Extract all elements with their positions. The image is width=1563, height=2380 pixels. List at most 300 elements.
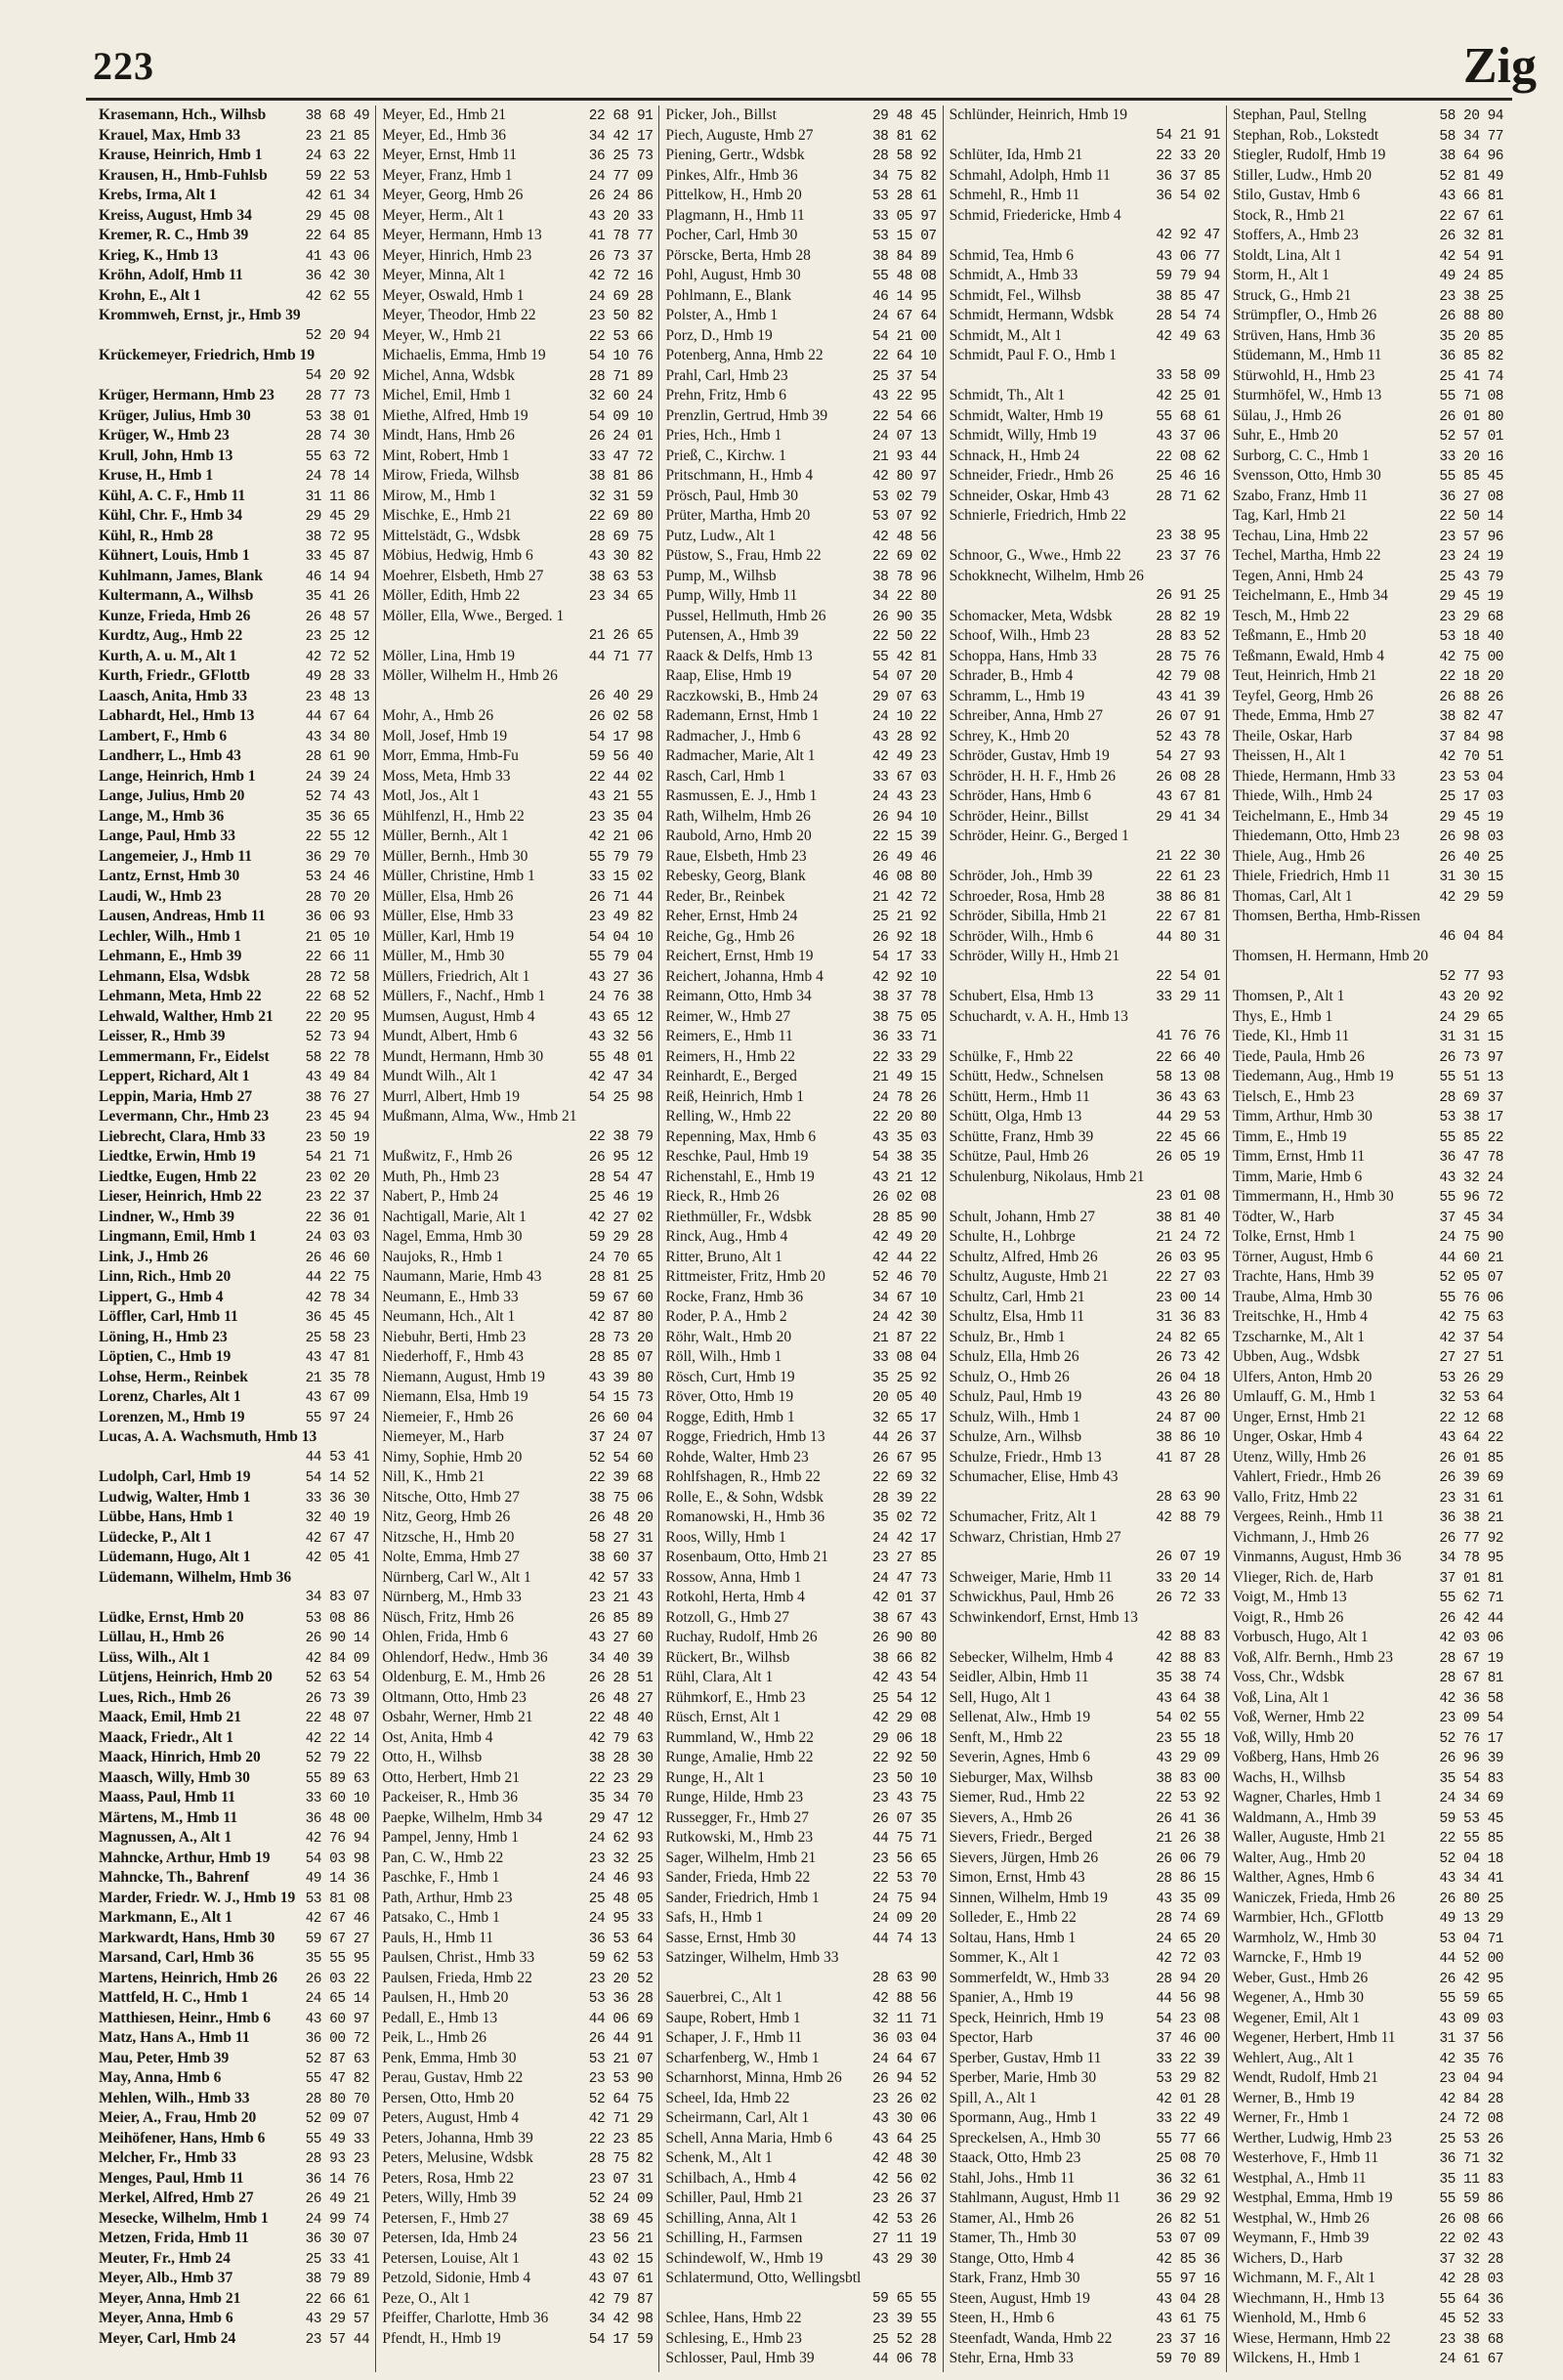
directory-entry bbox=[99, 1688, 369, 1709]
entry-phone: 31 30 15 bbox=[1439, 870, 1504, 885]
entry-phone: 55 42 81 bbox=[871, 649, 937, 665]
entry-phone: 23 21 43 bbox=[588, 1591, 654, 1606]
directory-entry bbox=[1233, 607, 1503, 627]
entry-phone: 43 09 03 bbox=[1439, 2011, 1504, 2027]
entry-name: Moss, Meta, Hmb 33 bbox=[382, 767, 511, 785]
directory-entry bbox=[950, 1788, 1220, 1808]
directory-entry bbox=[99, 186, 369, 206]
directory-entry bbox=[1233, 106, 1503, 126]
entry-phone: 32 31 59 bbox=[588, 489, 654, 505]
entry-phone: 22 64 10 bbox=[871, 349, 937, 364]
entry-phone: 52 04 18 bbox=[1439, 1850, 1504, 1867]
directory-entry bbox=[99, 2068, 369, 2089]
entry-name: Pittelkow, H., Hmb 20 bbox=[665, 187, 802, 203]
entry-phone: 54 21 71 bbox=[305, 1150, 370, 1166]
entry-name: Lantz, Ernst, Hmb 30 bbox=[99, 868, 240, 884]
directory-entry bbox=[1233, 767, 1503, 787]
entry-name: Rohlfshagen, R., Hmb 22 bbox=[665, 1468, 821, 1485]
directory-entry bbox=[665, 1067, 936, 1087]
entry-name: Trachte, Hans, Hmb 39 bbox=[1232, 1268, 1374, 1285]
entry-name: Niebuhr, Berti, Hmb 23 bbox=[382, 1328, 527, 1345]
entry-phone: 55 47 82 bbox=[305, 2071, 370, 2087]
entry-phone: 53 38 01 bbox=[305, 408, 370, 425]
directory-entry bbox=[665, 106, 936, 126]
entry-name: Pauls, H., Hmb 11 bbox=[382, 1929, 494, 1946]
directory-entry bbox=[99, 106, 369, 126]
entry-name: Westerhove, F., Hmb 11 bbox=[1232, 2149, 1379, 2166]
directory-entry bbox=[950, 1387, 1220, 1408]
entry-phone: 55 48 08 bbox=[871, 269, 937, 284]
entry-phone: 26 39 69 bbox=[1439, 1470, 1504, 1486]
directory-entry bbox=[382, 1467, 653, 1488]
directory-entry bbox=[665, 1908, 936, 1929]
entry-phone: 43 27 60 bbox=[588, 1631, 654, 1646]
entry-name: Steenfadt, Wanda, Hmb 22 bbox=[949, 2329, 1113, 2347]
directory-entry bbox=[382, 727, 653, 747]
entry-phone: 42 79 63 bbox=[588, 1730, 654, 1747]
entry-name: Niemeier, F., Hmb 26 bbox=[382, 1408, 514, 1425]
entry-name: Rotzoll, G., Hmb 27 bbox=[665, 1608, 789, 1626]
entry-name: Schmidt, Willy, Hmb 19 bbox=[949, 427, 1097, 444]
directory-entry bbox=[665, 1488, 936, 1509]
entry-phone: 38 82 47 bbox=[1439, 709, 1504, 725]
entry-phone: 53 36 28 bbox=[588, 1991, 654, 2007]
entry-name: Westphal, W., Hmb 26 bbox=[1232, 2209, 1370, 2227]
entry-phone: 33 20 14 bbox=[1156, 1570, 1220, 1587]
directory-entry bbox=[1233, 506, 1503, 527]
entry-phone: 26 88 26 bbox=[1439, 689, 1504, 705]
entry-phone: 29 07 63 bbox=[871, 689, 937, 705]
entry-name: Stephan, Paul, Stellng bbox=[1232, 106, 1367, 123]
directory-entry bbox=[1233, 446, 1503, 467]
directory-entry bbox=[1233, 2269, 1503, 2289]
directory-entry bbox=[99, 2169, 369, 2189]
entry-name: Neumann, E., Hmb 33 bbox=[382, 1288, 519, 1305]
entry-name: Martens, Heinrich, Hmb 26 bbox=[99, 1969, 277, 1986]
entry-name: Teut, Heinrich, Hmb 21 bbox=[1232, 667, 1377, 684]
entry-phone: 42 28 03 bbox=[1439, 2272, 1504, 2287]
directory-entry bbox=[1233, 1568, 1503, 1589]
directory-entry bbox=[382, 887, 653, 908]
entry-name: Waller, Auguste, Hmb 21 bbox=[1232, 1829, 1386, 1846]
directory-entry bbox=[382, 1808, 653, 1829]
entry-name: Szabo, Franz, Hmb 11 bbox=[1232, 487, 1369, 504]
entry-name: Landherr, L., Hmb 43 bbox=[99, 747, 241, 764]
directory-entry bbox=[950, 786, 1220, 807]
entry-phone: 26 85 89 bbox=[588, 1610, 654, 1627]
entry-name: Laasch, Anita, Hmb 33 bbox=[99, 687, 248, 704]
entry-name: Schomacker, Meta, Wdsbk bbox=[949, 607, 1113, 624]
entry-phone: 33 67 03 bbox=[871, 769, 937, 786]
entry-name: Möbius, Hedwig, Hmb 6 bbox=[382, 547, 533, 564]
entry-name: Spill, A., Alt 1 bbox=[949, 2089, 1037, 2106]
directory-entry bbox=[1233, 1368, 1503, 1388]
entry-name: Niemeyer, M., Harb bbox=[382, 1428, 504, 1445]
entry-phone: 23 29 68 bbox=[1439, 609, 1504, 625]
entry-name: Roder, P. A., Hmb 2 bbox=[665, 1308, 787, 1325]
directory-entry bbox=[950, 1929, 1220, 1949]
directory-entry bbox=[665, 1047, 936, 1068]
entry-name: Meyer, Herm., Alt 1 bbox=[382, 206, 505, 224]
directory-entry bbox=[665, 1267, 936, 1288]
entry-phone: 26 80 25 bbox=[1439, 1891, 1504, 1907]
entry-phone: 42 92 47 bbox=[1156, 228, 1220, 243]
entry-name: Voß, Willy, Hmb 20 bbox=[1232, 1728, 1354, 1746]
entry-phone: 43 35 03 bbox=[871, 1129, 937, 1146]
entry-name: Labhardt, Hel., Hmb 13 bbox=[99, 707, 255, 724]
directory-entry bbox=[382, 2028, 653, 2049]
entry-name: Petersen, F., Hmb 27 bbox=[382, 2209, 509, 2227]
entry-phone: 22 66 11 bbox=[305, 950, 370, 965]
entry-name: Langemeier, J., Hmb 11 bbox=[99, 847, 253, 865]
entry-name: Laudi, W., Hmb 23 bbox=[99, 887, 222, 905]
directory-entry bbox=[382, 406, 653, 427]
directory-entry bbox=[99, 1467, 369, 1488]
entry-phone: 38 81 40 bbox=[1156, 1210, 1220, 1226]
directory-entry bbox=[1233, 1889, 1503, 1909]
directory-entry bbox=[665, 1107, 936, 1127]
directory-entry bbox=[1233, 1548, 1503, 1568]
entry-phone: 22 61 23 bbox=[1156, 870, 1220, 885]
entry-phone: 42 67 46 bbox=[305, 1911, 370, 1927]
entry-name: Motl, Jos., Alt 1 bbox=[382, 787, 481, 804]
directory-entry bbox=[950, 1728, 1220, 1749]
entry-phone: 43 04 28 bbox=[1156, 2291, 1220, 2308]
directory-entry bbox=[950, 1107, 1220, 1127]
entry-phone: 43 27 36 bbox=[588, 969, 654, 986]
entry-name: Mohr, A., Hmb 26 bbox=[382, 707, 494, 724]
directory-entry bbox=[1233, 126, 1503, 147]
entry-phone: 52 79 22 bbox=[305, 1751, 370, 1766]
entry-name: Scharfenberg, W., Hmb 1 bbox=[665, 2049, 820, 2066]
directory-entry bbox=[950, 1267, 1220, 1288]
directory-entry bbox=[382, 1908, 653, 1929]
directory-entry bbox=[99, 2249, 369, 2270]
directory-entry bbox=[382, 1528, 653, 1549]
entry-name: Naumann, Marie, Hmb 43 bbox=[382, 1268, 542, 1285]
directory-entry bbox=[99, 1548, 369, 1568]
entry-name: Michaelis, Emma, Hmb 19 bbox=[382, 347, 546, 363]
entry-phone: 22 64 85 bbox=[305, 229, 370, 244]
entry-phone: 26 73 42 bbox=[1156, 1350, 1220, 1366]
entry-phone: 26 42 44 bbox=[1439, 1610, 1504, 1627]
entry-phone: 53 07 09 bbox=[1156, 2231, 1220, 2247]
directory-entry bbox=[99, 246, 369, 267]
directory-entry bbox=[382, 1307, 653, 1328]
directory-entry bbox=[1233, 1067, 1503, 1087]
entry-name: Steen, August, Hmb 19 bbox=[949, 2289, 1090, 2307]
directory-entry bbox=[99, 626, 369, 647]
entry-phone: 43 67 81 bbox=[1156, 789, 1220, 805]
entry-phone: 26 91 25 bbox=[1156, 588, 1220, 604]
entry-phone: 33 08 04 bbox=[871, 1350, 937, 1366]
entry-phone: 43 34 80 bbox=[305, 729, 370, 745]
entry-name: Wiechmann, H., Hmb 13 bbox=[1232, 2289, 1385, 2307]
directory-entry bbox=[950, 947, 1220, 987]
entry-name: Meyer, Ed., Hmb 21 bbox=[382, 106, 507, 123]
entry-name: Teichelmann, E., Hmb 34 bbox=[1232, 807, 1388, 825]
entry-name: Spreckelsen, A., Hmb 30 bbox=[949, 2129, 1101, 2146]
entry-phone: 29 45 29 bbox=[305, 509, 370, 525]
directory-entry bbox=[1233, 186, 1503, 206]
entry-name: Markmann, E., Alt 1 bbox=[99, 1909, 232, 1926]
entry-name: Rasch, Carl, Hmb 1 bbox=[665, 767, 786, 785]
entry-name: Möller, Lina, Hmb 19 bbox=[382, 647, 516, 664]
entry-phone: 38 37 78 bbox=[871, 990, 937, 1005]
entry-name: Schröder, H. H. F., Hmb 26 bbox=[949, 767, 1116, 785]
entry-phone: 59 67 27 bbox=[305, 1931, 370, 1947]
entry-phone: 22 67 61 bbox=[1439, 208, 1504, 225]
entry-name: Meyer, Carl, Hmb 24 bbox=[99, 2329, 236, 2347]
directory-entry bbox=[99, 466, 369, 487]
entry-name: Siemer, Rud., Hmb 22 bbox=[949, 1789, 1085, 1806]
directory-entry bbox=[99, 1508, 369, 1528]
entry-phone: 58 34 77 bbox=[1439, 128, 1504, 145]
directory-entry bbox=[665, 2049, 936, 2069]
entry-phone: 36 03 04 bbox=[871, 2031, 937, 2047]
entry-name: Raap, Elise, Hmb 19 bbox=[665, 667, 792, 684]
entry-phone: 42 72 52 bbox=[305, 649, 370, 665]
directory-entry bbox=[1233, 647, 1503, 667]
entry-name: Märtens, M., Hmb 11 bbox=[99, 1808, 238, 1826]
entry-phone: 38 81 86 bbox=[588, 469, 654, 485]
entry-phone: 26 77 92 bbox=[1439, 1530, 1504, 1547]
entry-name: Krommweh, Ernst, jr., Hmb 39 bbox=[99, 307, 301, 323]
entry-name: Walther, Agnes, Hmb 6 bbox=[1232, 1869, 1374, 1886]
directory-entry bbox=[665, 1408, 936, 1428]
entry-phone: 28 75 76 bbox=[1156, 649, 1220, 665]
entry-phone: 23 38 95 bbox=[1156, 528, 1220, 544]
entry-phone: 59 65 55 bbox=[871, 2290, 937, 2307]
entry-phone: 22 53 66 bbox=[588, 328, 654, 345]
entry-phone: 24 63 22 bbox=[305, 149, 370, 164]
entry-phone: 54 04 10 bbox=[588, 929, 654, 946]
entry-phone: 42 54 91 bbox=[1439, 248, 1504, 265]
directory-entry bbox=[665, 827, 936, 847]
entry-name: Raubold, Arno, Hmb 20 bbox=[665, 828, 812, 844]
entry-phone: 23 50 19 bbox=[305, 1129, 370, 1146]
directory-entry bbox=[382, 1688, 653, 1709]
entry-name: Kühl, R., Hmb 28 bbox=[99, 527, 214, 544]
entry-name: Sieburger, Max, Wilhsb bbox=[949, 1768, 1093, 1786]
entry-phone: 43 20 33 bbox=[588, 208, 654, 225]
entry-name: Stamer, Th., Hmb 30 bbox=[949, 2230, 1077, 2246]
entry-name: Schröder, Joh., Hmb 39 bbox=[949, 868, 1093, 884]
entry-name: Techel, Martha, Hmb 22 bbox=[1232, 547, 1381, 564]
entry-name: Tesch, M., Hmb 22 bbox=[1232, 607, 1350, 624]
entry-name: Müller, Elsa, Hmb 26 bbox=[382, 887, 514, 905]
entry-phone: 26 04 18 bbox=[1156, 1370, 1220, 1386]
entry-name: Schokknecht, Wilhelm, Hmb 26 bbox=[949, 567, 1144, 584]
entry-name: Wegener, Herbert, Hmb 11 bbox=[1232, 2029, 1396, 2046]
entry-phone: 24 70 65 bbox=[588, 1250, 654, 1266]
directory-entry bbox=[99, 1347, 369, 1368]
directory-entry bbox=[382, 2009, 653, 2029]
entry-name: Voß, Alfr. Bernh., Hmb 23 bbox=[1232, 1648, 1394, 1666]
directory-entry bbox=[950, 106, 1220, 146]
entry-phone: 24 64 67 bbox=[871, 2051, 937, 2067]
directory-entry bbox=[382, 546, 653, 567]
entry-phone: 22 44 02 bbox=[588, 769, 654, 786]
entry-name: Moehrer, Elsbeth, Hmb 27 bbox=[382, 567, 544, 584]
entry-phone: 44 26 37 bbox=[871, 1430, 937, 1446]
directory-entry bbox=[382, 1208, 653, 1228]
entry-phone: 42 53 26 bbox=[871, 2211, 937, 2228]
entry-name: Kunze, Frieda, Hmb 26 bbox=[99, 607, 251, 624]
entry-phone: 53 28 61 bbox=[871, 189, 937, 204]
entry-name: Severin, Agnes, Hmb 6 bbox=[949, 1749, 1090, 1765]
directory-entry bbox=[1233, 746, 1503, 767]
directory-entry bbox=[99, 346, 369, 386]
directory-entry bbox=[665, 2068, 936, 2089]
entry-name: Mußwitz, F., Hmb 26 bbox=[382, 1148, 513, 1165]
entry-name: Krasemann, Hch., Wilhsb bbox=[99, 106, 267, 123]
entry-name: Möller, Ella, Wwe., Berged. 1 bbox=[382, 607, 565, 624]
entry-phone: 22 20 80 bbox=[871, 1110, 937, 1126]
entry-phone: 42 57 33 bbox=[588, 1570, 654, 1587]
directory-entry bbox=[950, 1147, 1220, 1168]
entry-phone: 22 68 52 bbox=[305, 990, 370, 1005]
entry-name: Thys, E., Hmb 1 bbox=[1232, 1007, 1333, 1025]
directory-entry bbox=[382, 1427, 653, 1448]
entry-phone: 23 34 65 bbox=[588, 589, 654, 605]
entry-name: Surborg, C. C., Hmb 1 bbox=[1232, 446, 1370, 464]
directory-entry bbox=[99, 1969, 369, 1989]
directory-entry bbox=[665, 947, 936, 967]
entry-name: Teichelmann, E., Hmb 34 bbox=[1232, 587, 1388, 604]
entry-phone: 33 29 11 bbox=[1156, 990, 1220, 1005]
directory-entry bbox=[665, 2309, 936, 2329]
entry-phone: 36 54 02 bbox=[1156, 189, 1220, 204]
directory-entry bbox=[950, 1467, 1220, 1508]
entry-name: Radmacher, J., Hmb 6 bbox=[665, 727, 801, 744]
entry-phone: 23 43 75 bbox=[871, 1791, 937, 1806]
entry-name: Schaper, J. F., Hmb 11 bbox=[665, 2029, 803, 2046]
entry-name: Murrl, Albert, Hmb 19 bbox=[382, 1087, 520, 1105]
entry-name: Lehwald, Walther, Hmb 21 bbox=[99, 1007, 274, 1025]
entry-phone: 43 29 30 bbox=[871, 2251, 937, 2268]
directory-entry bbox=[1233, 1087, 1503, 1108]
directory-entry bbox=[665, 767, 936, 787]
entry-name: Paulsen, Frieda, Hmb 22 bbox=[382, 1969, 532, 1986]
entry-name: Paepke, Wilhelm, Hmb 34 bbox=[382, 1808, 543, 1826]
entry-name: Lüdke, Ernst, Hmb 20 bbox=[99, 1608, 244, 1626]
directory-entry bbox=[382, 1828, 653, 1849]
entry-name: Spector, Harb bbox=[949, 2029, 1034, 2046]
entry-name: Putz, Ludw., Alt 1 bbox=[665, 527, 777, 544]
directory-entry bbox=[99, 286, 369, 307]
entry-name: Kurth, Friedr., GFlottb bbox=[99, 667, 250, 684]
directory-entry bbox=[950, 987, 1220, 1007]
directory-entry bbox=[1233, 786, 1503, 807]
entry-phone: 36 32 61 bbox=[1156, 2171, 1220, 2188]
entry-phone: 42 29 59 bbox=[1439, 889, 1504, 906]
directory-entry bbox=[1233, 586, 1503, 607]
directory-entry bbox=[1233, 847, 1503, 868]
directory-entry bbox=[1233, 1107, 1503, 1127]
entry-phone: 43 29 57 bbox=[305, 2312, 370, 2327]
entry-name: Kuhlmann, James, Blank bbox=[99, 567, 263, 584]
entry-phone: 42 05 41 bbox=[305, 1551, 370, 1566]
entry-name: Rinck, Aug., Hmb 4 bbox=[665, 1228, 788, 1245]
directory-entry bbox=[1233, 1728, 1503, 1749]
entry-name: Wagner, Charles, Hmb 1 bbox=[1232, 1789, 1382, 1806]
directory-entry bbox=[1233, 2189, 1503, 2209]
directory-entry bbox=[950, 2189, 1220, 2209]
entry-phone: 26 73 39 bbox=[305, 1690, 370, 1707]
directory-entry bbox=[1233, 947, 1503, 987]
entry-name: Peters, August, Hmb 4 bbox=[382, 2109, 520, 2126]
entry-name: Lohse, Herm., Reinbek bbox=[99, 1368, 248, 1385]
entry-phone: 44 22 75 bbox=[305, 1270, 370, 1286]
entry-phone: 33 22 39 bbox=[1156, 2051, 1220, 2067]
directory-entry bbox=[665, 1708, 936, 1728]
directory-entry bbox=[382, 126, 653, 147]
entry-name: Schiller, Paul, Hmb 21 bbox=[665, 2189, 804, 2206]
entry-name: Nimy, Sophie, Hmb 20 bbox=[382, 1448, 523, 1466]
directory-entry bbox=[665, 786, 936, 807]
entry-name: Schilbach, A., Hmb 4 bbox=[665, 2169, 796, 2187]
entry-phone: 42 37 54 bbox=[1439, 1330, 1504, 1346]
directory-entry bbox=[99, 2028, 369, 2049]
entry-phone: 31 11 86 bbox=[305, 489, 370, 505]
entry-name: Schoppa, Hans, Hmb 33 bbox=[949, 647, 1097, 664]
entry-phone: 41 76 76 bbox=[1156, 1029, 1220, 1044]
entry-name: Nürnberg, M., Hmb 33 bbox=[382, 1589, 522, 1605]
entry-name: Vallo, Fritz, Hmb 22 bbox=[1232, 1488, 1358, 1506]
directory-entry bbox=[665, 2229, 936, 2249]
entry-phone: 28 93 23 bbox=[305, 2151, 370, 2167]
entry-phone: 46 08 80 bbox=[871, 870, 937, 885]
entry-name: Müller, Bernh., Alt 1 bbox=[382, 828, 509, 844]
entry-phone: 22 20 95 bbox=[305, 1009, 370, 1026]
entry-phone: 21 24 72 bbox=[1156, 1230, 1220, 1246]
entry-phone: 33 47 72 bbox=[588, 448, 654, 465]
entry-phone: 55 96 72 bbox=[1439, 1190, 1504, 1206]
directory-entry bbox=[950, 867, 1220, 887]
entry-name: Weymann, F., Hmb 39 bbox=[1232, 2230, 1370, 2246]
entry-name: Reichert, Johanna, Hmb 4 bbox=[665, 967, 824, 985]
entry-phone: 26 73 97 bbox=[1439, 1049, 1504, 1066]
entry-phone: 25 37 54 bbox=[871, 368, 937, 385]
directory-entry bbox=[950, 2249, 1220, 2270]
entry-phone: 25 58 23 bbox=[305, 1330, 370, 1346]
entry-phone: 38 85 47 bbox=[1156, 288, 1220, 305]
directory-entry bbox=[99, 2209, 369, 2230]
entry-name: Schülke, F., Hmb 22 bbox=[949, 1047, 1074, 1065]
entry-phone: 37 01 81 bbox=[1439, 1570, 1504, 1587]
entry-phone: 32 60 24 bbox=[588, 389, 654, 404]
entry-phone: 22 69 32 bbox=[871, 1470, 937, 1486]
entry-name: Piening, Gertr., Wdsbk bbox=[665, 147, 805, 163]
entry-phone: 42 87 80 bbox=[588, 1310, 654, 1326]
directory-entry bbox=[99, 586, 369, 607]
directory-entry bbox=[382, 1227, 653, 1248]
directory-entry bbox=[665, 1368, 936, 1388]
entry-name: Rutkowski, M., Hmb 23 bbox=[665, 1829, 814, 1846]
entry-phone: 49 24 85 bbox=[1439, 269, 1504, 284]
entry-name: Schröder, Sibilla, Hmb 21 bbox=[949, 908, 1108, 924]
directory-entry bbox=[665, 1227, 936, 1248]
entry-phone: 22 15 39 bbox=[871, 829, 937, 845]
directory-entry bbox=[99, 1908, 369, 1929]
entry-phone: 28 63 90 bbox=[1156, 1489, 1220, 1506]
directory-entry bbox=[1233, 2249, 1503, 2270]
entry-phone: 41 43 06 bbox=[305, 248, 370, 265]
entry-name: Schulz, Ella, Hmb 26 bbox=[949, 1348, 1079, 1365]
directory-entry bbox=[382, 106, 653, 126]
entry-name: Tiede, Kl., Hmb 11 bbox=[1232, 1028, 1350, 1044]
